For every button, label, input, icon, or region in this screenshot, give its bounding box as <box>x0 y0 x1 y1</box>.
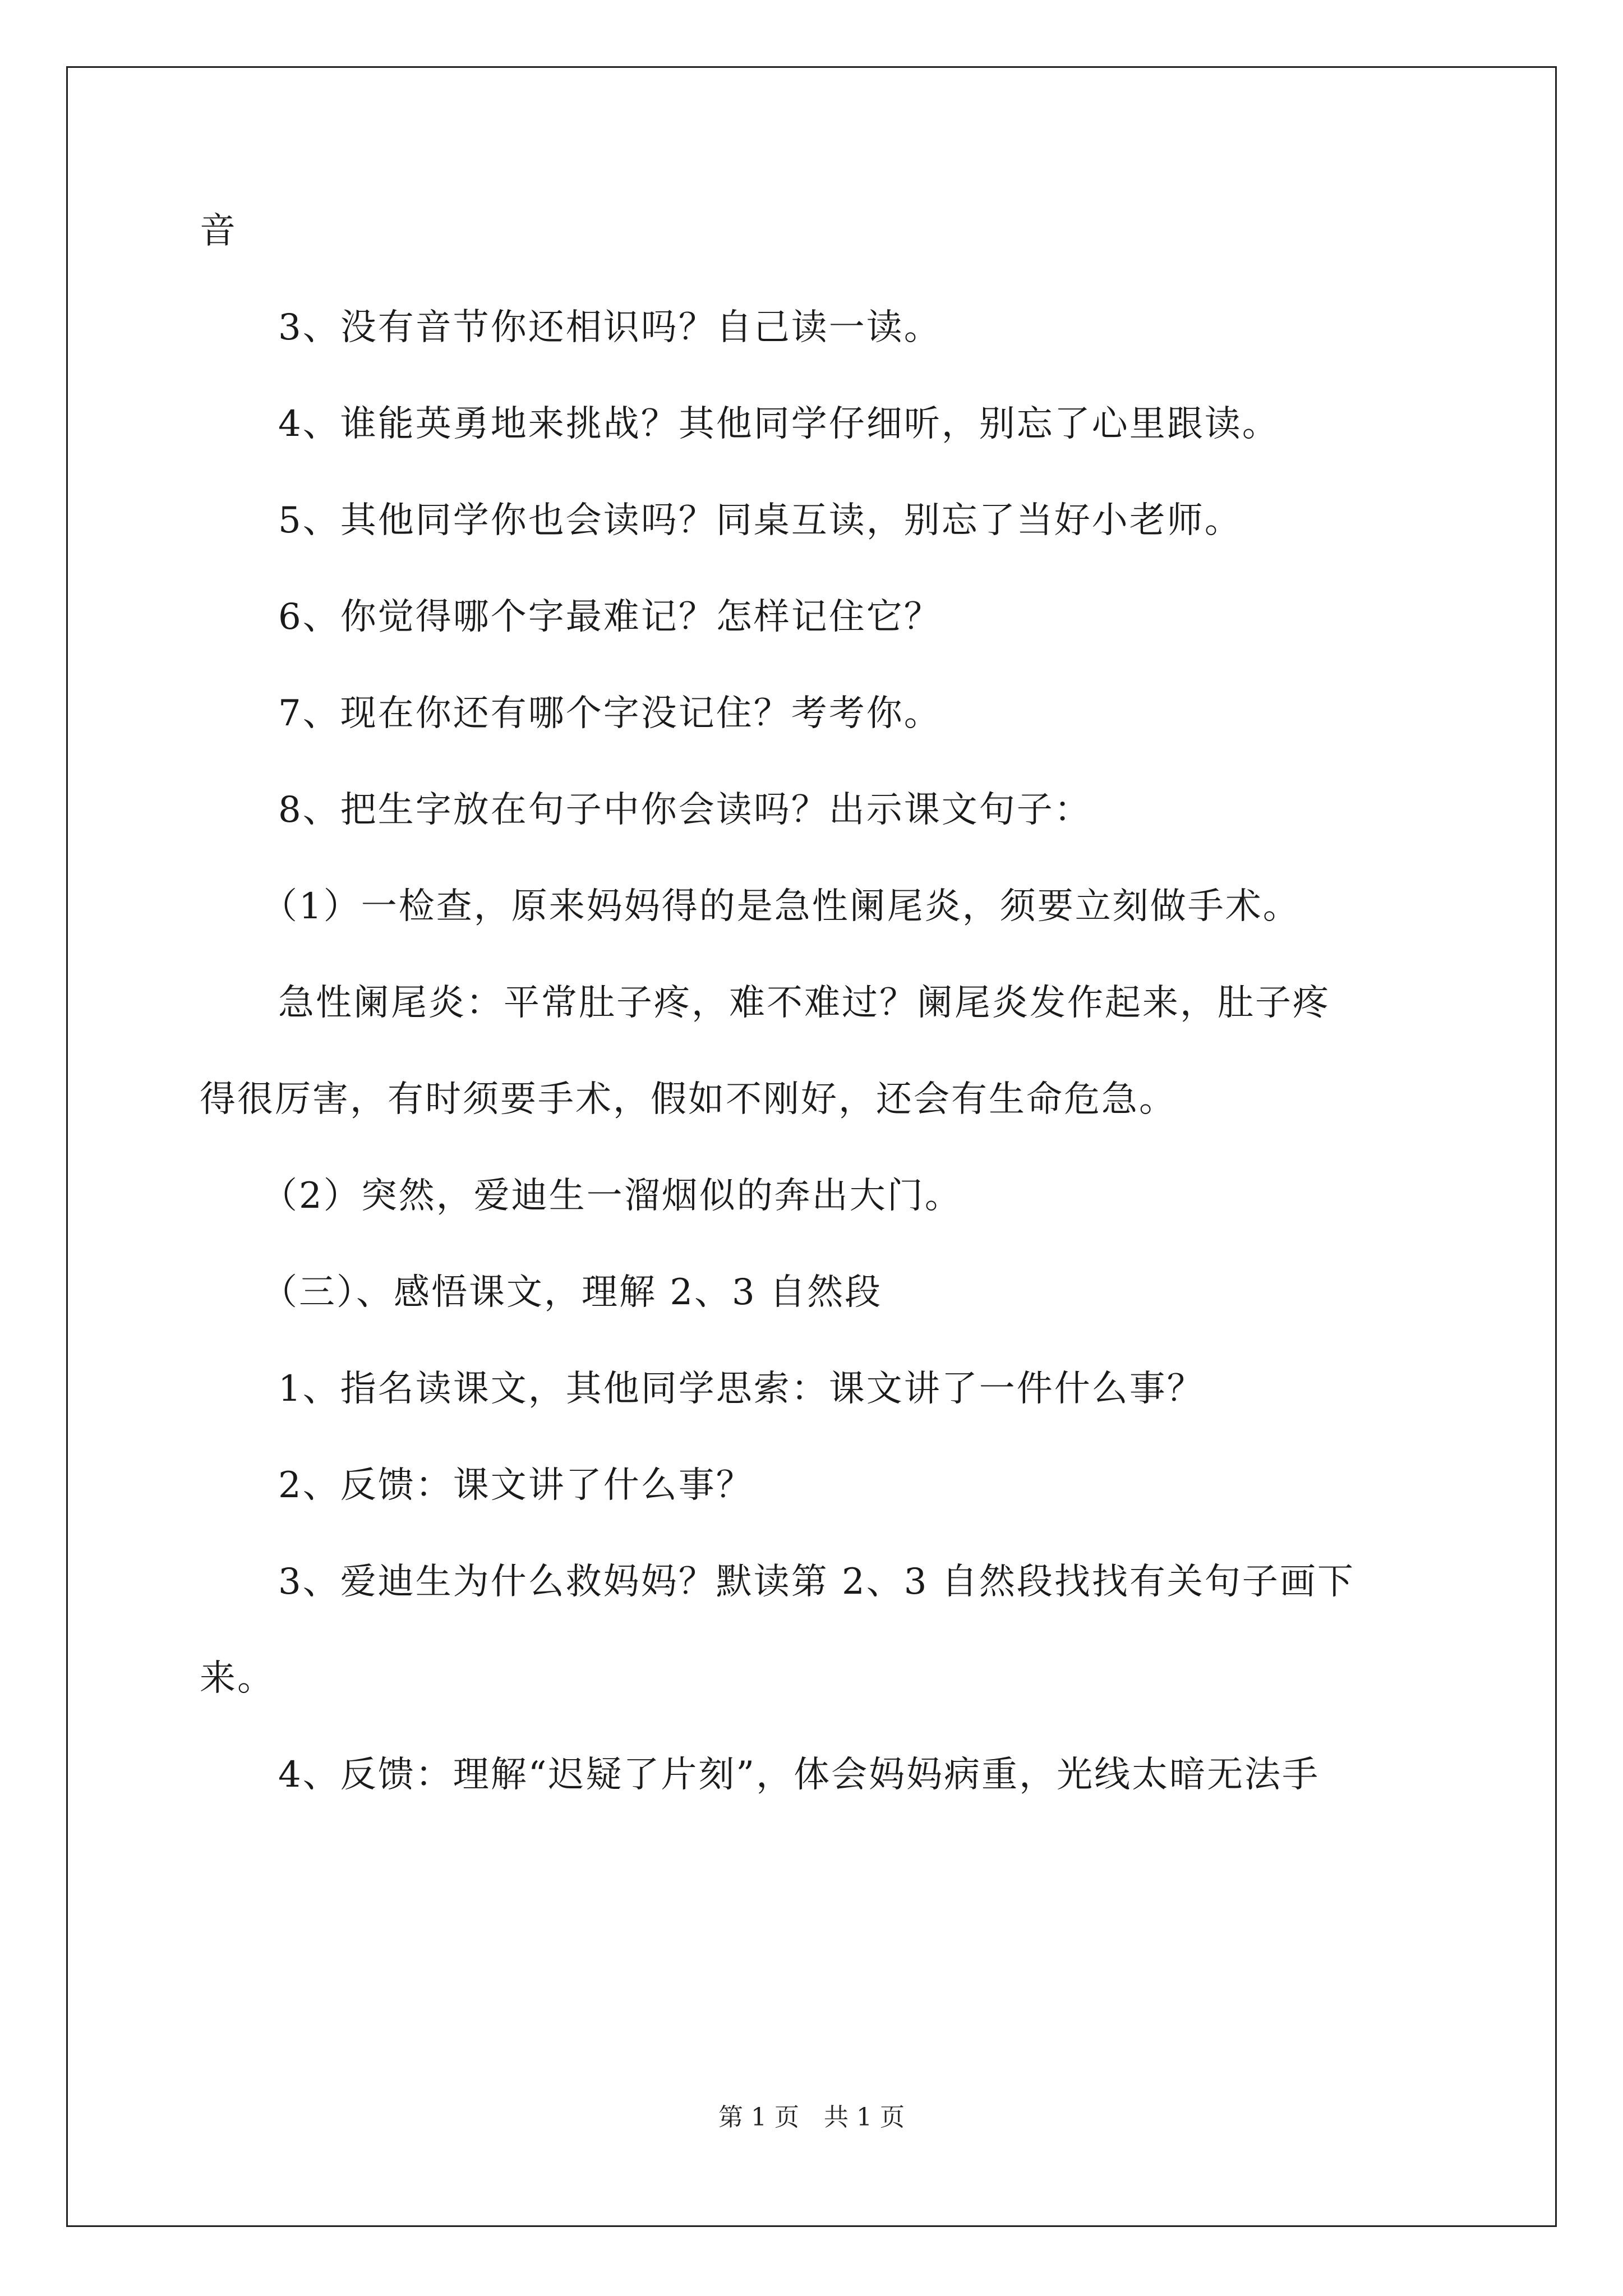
text-line: （1）一检查，原来妈妈得的是急性阑尾炎，须要立刻做手术。 <box>261 886 1301 927</box>
page-footer: 第 1 页 共 1 页 <box>718 2103 905 2132</box>
text-line: 4、反馈：理解“迟疑了片刻”，体会妈妈病重，光线太暗无法手 <box>278 1754 1320 1796</box>
text-line: 音 <box>200 210 237 252</box>
text-line: 3、爱迪生为什么救妈妈？默读第 2、3 自然段找找有关句子画下 <box>278 1561 1355 1603</box>
text-line: （2）突然，爱迪生一溜烟似的奔出大门。 <box>261 1175 962 1217</box>
text-line: 来。 <box>200 1658 275 1699</box>
text-line: 3、没有音节你还相识吗？自己读一读。 <box>278 307 942 348</box>
text-line: 得很厉害，有时须要手术，假如不刚好，还会有生命危急。 <box>200 1079 1177 1120</box>
text-line: 急性阑尾炎：平常肚子疼，难不难过？阑尾炎发作起来，肚子疼 <box>278 982 1330 1024</box>
section-heading: （三）、感悟课文，理解 2、3 自然段 <box>261 1272 883 1313</box>
text-line: 7、现在你还有哪个字没记住？考考你。 <box>278 693 942 734</box>
text-line: 1、指名读课文，其他同学思索：课文讲了一件什么事？ <box>278 1368 1205 1410</box>
text-line: 5、其他同学你也会读吗？同桌互读，别忘了当好小老师。 <box>278 500 1242 541</box>
text-line: 2、反馈：课文讲了什么事？ <box>278 1465 754 1506</box>
text-line: 6、你觉得哪个字最难记？怎样记住它？ <box>278 596 942 638</box>
text-line: 8、把生字放在句子中你会读吗？出示课文句子： <box>278 789 1092 831</box>
text-line: 4、谁能英勇地来挑战？其他同学仔细听，别忘了心里跟读。 <box>278 403 1280 445</box>
page-border <box>66 66 1557 2227</box>
